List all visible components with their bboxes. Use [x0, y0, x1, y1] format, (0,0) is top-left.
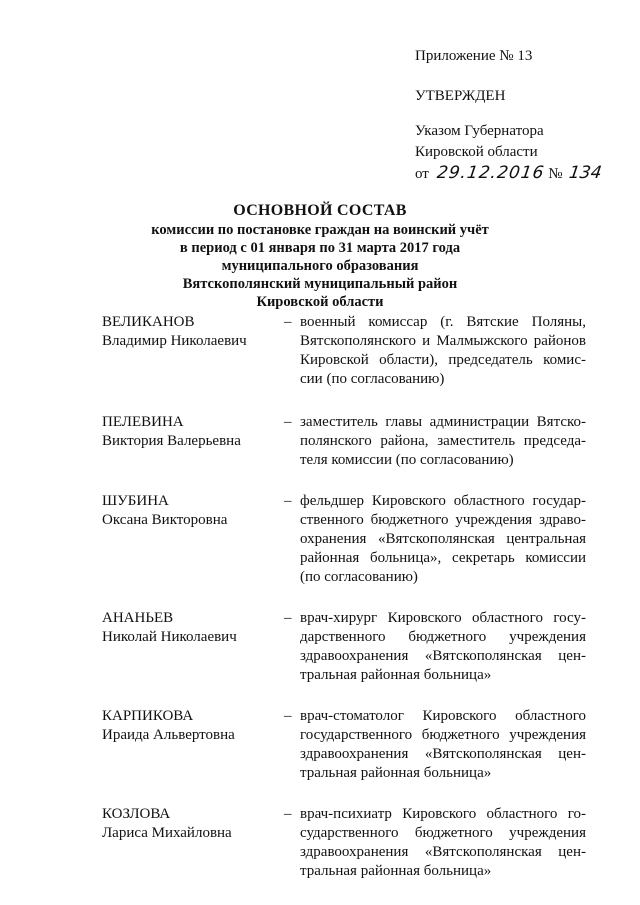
- position-line: здравоохранения «Вятскополянская цен-: [300, 648, 586, 664]
- decree-date-line: [415, 163, 625, 185]
- title-line-4: Вятскополянский муниципальный район: [182, 276, 458, 292]
- member-position: [300, 609, 586, 685]
- member-entry: [102, 707, 586, 783]
- position-line: ственного бюджетного учреждения здраво-: [300, 512, 586, 528]
- date-prefix: от: [415, 166, 429, 182]
- member-name: [102, 413, 284, 470]
- position-line: здравоохранения «Вятскополянская цен-: [300, 746, 586, 762]
- position-line: теля комиссии (по согласованию): [300, 452, 514, 468]
- position-line: дарственного бюджетного учреждения: [300, 629, 586, 645]
- member-surname: АНАНЬЕВ: [102, 610, 174, 626]
- decree-line-1: Указом Губернатора: [415, 123, 544, 139]
- position-line: врач-хирург Кировского областного госу-: [300, 610, 586, 626]
- member-given-name: Владимир Николаевич: [102, 333, 247, 349]
- member-given-name: Лариса Михайловна: [102, 825, 232, 841]
- position-line: врач-психиатр Кировского областного го-: [300, 806, 586, 822]
- member-name: [102, 707, 284, 783]
- member-position: [300, 313, 586, 389]
- member-position: [300, 805, 586, 881]
- member-dash: –: [284, 414, 292, 430]
- member-entry: [102, 492, 586, 587]
- member-dash: –: [284, 610, 292, 626]
- document-title: [60, 200, 580, 311]
- title-line-3: муниципального образования: [221, 258, 419, 274]
- member-surname: ПЕЛЕВИНА: [102, 414, 184, 430]
- title-main: ОСНОВНОЙ СОСТАВ: [233, 202, 407, 219]
- position-line: районная больница», секретарь комиссии: [300, 550, 586, 566]
- position-line: врач-стоматолог Кировского областного: [300, 708, 586, 724]
- member-given-name: Оксана Викторовна: [102, 512, 228, 528]
- position-line: военный комиссар (г. Вятские Поляны,: [300, 314, 586, 330]
- member-position: [300, 707, 586, 783]
- member-surname: КОЗЛОВА: [102, 806, 171, 822]
- position-line: охранения «Вятскополянская центральная: [300, 531, 586, 547]
- approval-block: [415, 46, 625, 185]
- member-entry: [102, 313, 586, 389]
- position-line: сударственного бюджетного учреждения: [300, 825, 586, 841]
- position-line: фельдшер Кировского областного государ-: [300, 493, 586, 509]
- member-name: [102, 492, 284, 587]
- position-line: Кировской области), председатель комис-: [300, 352, 586, 368]
- title-line-1: комиссии по постановке граждан на воинский учёт: [151, 222, 489, 238]
- handwritten-date: 29.12.2016: [435, 163, 546, 183]
- member-given-name: Виктория Валерьевна: [102, 433, 241, 449]
- number-sign: №: [548, 166, 563, 182]
- position-line: государственного бюджетного учреждения: [300, 727, 586, 743]
- position-line: тральная районная больница»: [300, 667, 492, 683]
- member-given-name: Николай Николаевич: [102, 629, 237, 645]
- members-list: [102, 313, 586, 881]
- member-name: [102, 313, 284, 389]
- member-dash: –: [284, 493, 292, 509]
- member-entry: [102, 413, 586, 470]
- handwritten-number: 134: [567, 163, 603, 183]
- approved-label: УТВЕРЖДЕН: [415, 88, 506, 104]
- position-line: тральная районная больница»: [300, 863, 492, 879]
- member-surname: ВЕЛИКАНОВ: [102, 314, 195, 330]
- position-line: заместитель главы администрации Вятско-: [300, 414, 586, 430]
- member-name: [102, 609, 284, 685]
- position-line: Вятскополянского и Малмыжского районов: [300, 333, 586, 349]
- member-name: [102, 805, 284, 881]
- title-line-2: в период с 01 января по 31 марта 2017 года: [179, 240, 461, 256]
- position-line: здравоохранения «Вятскополянская цен-: [300, 844, 586, 860]
- member-surname: ШУБИНА: [102, 493, 169, 509]
- decree-line-2: Кировской области: [415, 144, 538, 160]
- position-line: полянского района, заместитель председа-: [300, 433, 586, 449]
- title-line-5: Кировской области: [256, 294, 384, 310]
- member-position: [300, 492, 586, 587]
- member-dash: –: [284, 314, 292, 330]
- member-entry: [102, 805, 586, 881]
- member-entry: [102, 609, 586, 685]
- position-line: тральная районная больница»: [300, 765, 492, 781]
- member-dash: –: [284, 708, 292, 724]
- member-given-name: Ираида Альвертовна: [102, 727, 235, 743]
- position-line: (по согласованию): [300, 569, 418, 585]
- member-surname: КАРПИКОВА: [102, 708, 194, 724]
- member-position: [300, 413, 586, 470]
- appendix-label: Приложение № 13: [415, 48, 533, 64]
- member-dash: –: [284, 806, 292, 822]
- position-line: сии (по согласованию): [300, 371, 445, 387]
